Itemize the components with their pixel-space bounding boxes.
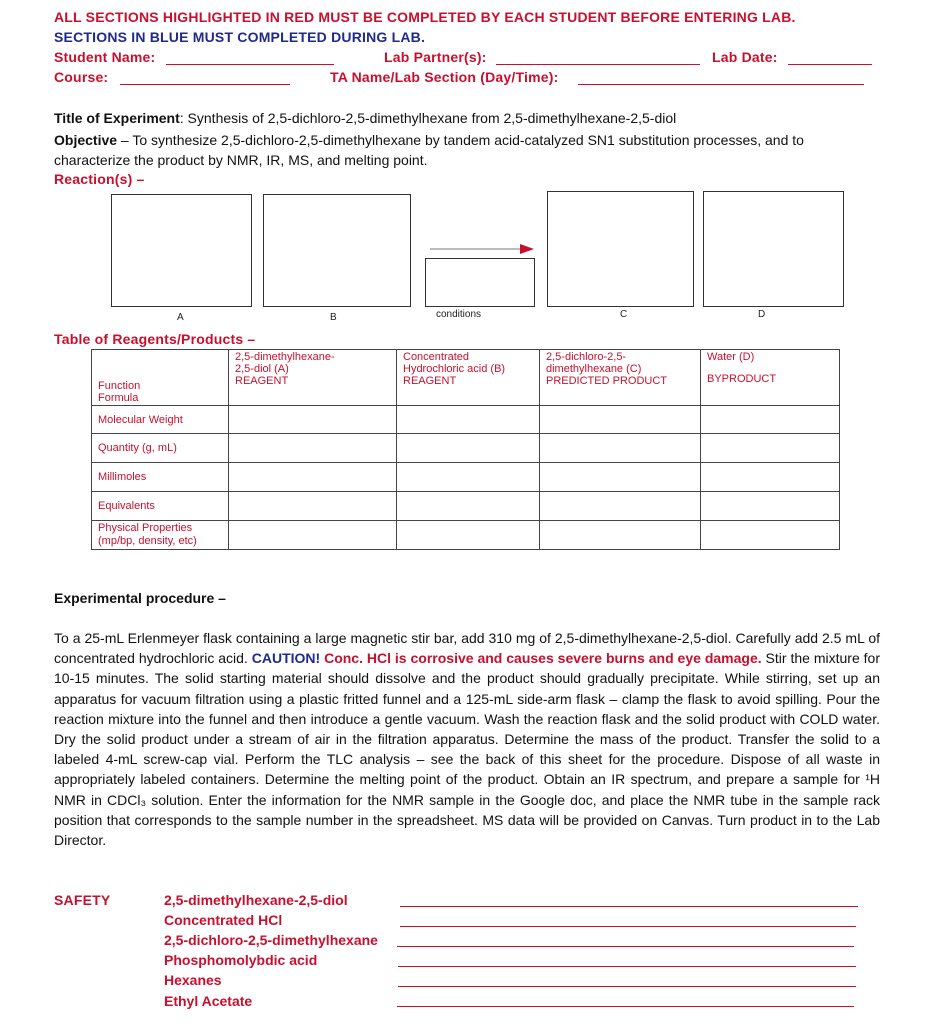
product-c-box[interactable]	[547, 191, 694, 307]
column-c-role: PREDICTED PRODUCT	[546, 375, 668, 387]
table-cell[interactable]	[397, 406, 540, 434]
table-cell[interactable]	[229, 463, 397, 492]
safety-item: Phosphomolybdic acid	[164, 952, 318, 968]
procedure-part-1: To a 25-mL Erlenmeyer flask containing a large magnetic stir bar, add 310 mg of 2,5-dimethylhexane-2,5-diol. Carefully add 2.5 mL of concentrated hydrochloric acid.	[54, 630, 880, 667]
table-cell[interactable]	[701, 492, 840, 521]
column-b-role: REAGENT	[403, 375, 457, 387]
lab-partner-field[interactable]	[496, 64, 700, 65]
table-row	[92, 521, 840, 550]
procedure-title: Experimental procedure –	[54, 590, 226, 606]
row-label-equivalents: Equivalents	[92, 492, 229, 521]
table-cell[interactable]	[540, 463, 701, 492]
procedure-part-2: Stir the mixture for 10-15 minutes. The solid starting material should dissolve and the product should gradually precipitate. While stirring, set up an apparatus for vacuum filtration using a plastic fritted funnel and a 125-mL side-arm flask – clamp the flask to avoid spilling. Pour the reaction mixture into the funnel and then introduce a gentle vacuum. Wash the reaction flask and the solid product with COLD water. Dry the solid product under a stream of air in the filtration apparatus. Determine the mass of the product. Transfer the solid to a labeled 4-mL screw-cap vial. Perform the TLC analysis – see the back of this sheet for the procedure. Dispose of all waste in appropriately labeled containers. Determine the melting point of the product. Obtain an IR spectrum, and prepare a sample for ¹H NMR in CDCl₃ solution. Enter the information for the NMR sample in the Google doc, and place the NMR tube in the sample rack position that corresponds to the sample number in the spreadsheet. MS data will be provided on Canvas. Turn product in to the Lab Director.	[54, 650, 880, 849]
safety-answer-line[interactable]	[397, 1006, 854, 1007]
ta-field[interactable]	[578, 84, 864, 85]
safety-item: 2,5-dimethylhexane-2,5-diol	[164, 892, 348, 908]
table-cell[interactable]	[229, 521, 397, 550]
table-cell[interactable]	[397, 463, 540, 492]
label-c: C	[620, 309, 628, 320]
student-name-label: Student Name:	[54, 49, 156, 65]
byproduct-d-box[interactable]	[703, 191, 844, 307]
title-label: Title of Experiment	[54, 110, 180, 126]
reactions-label: Reaction(s) –	[54, 171, 145, 187]
caution-word: CAUTION!	[251, 650, 321, 667]
title-value: : Synthesis of 2,5-dichloro-2,5-dimethylhexane from 2,5-dimethylhexane-2,5-diol	[179, 110, 677, 126]
row-label-physical-properties: Physical Properties (mp/bp, density, etc)	[92, 521, 229, 550]
safety-item: 2,5-dichloro-2,5-dimethylhexane	[164, 932, 378, 948]
table-cell[interactable]	[701, 463, 840, 492]
table-cell[interactable]	[540, 521, 701, 550]
reactant-a-box[interactable]	[111, 194, 252, 307]
objective	[54, 130, 880, 170]
row-label-millimoles: Millimoles	[92, 463, 229, 492]
label-conditions: conditions	[436, 309, 482, 320]
procedure-text	[54, 628, 880, 850]
row-label-function-formula: Function Formula	[92, 350, 229, 406]
column-b-name: Concentrated Hydrochloric acid (B)	[403, 351, 506, 375]
column-d-role: BYPRODUCT	[707, 373, 777, 385]
table-cell[interactable]	[540, 406, 701, 434]
table-cell[interactable]	[701, 406, 840, 434]
objective-value: – To synthesize 2,5-dichloro-2,5-dimethylhexane by tandem acid-catalyzed SN1 substitution processes, and to characterize the product by NMR, IR, MS, and melting point.	[54, 132, 804, 168]
reactant-b-box[interactable]	[263, 194, 411, 307]
column-b-header	[397, 350, 540, 406]
row-label-molecular-weight: Molecular Weight	[92, 406, 229, 434]
row-label-quantity: Quantity (g, mL)	[92, 434, 229, 463]
safety-item: Hexanes	[164, 972, 222, 988]
reaction-arrow-icon	[430, 242, 536, 256]
course-field[interactable]	[120, 84, 290, 85]
safety-item: Ethyl Acetate	[164, 993, 253, 1009]
table-cell[interactable]	[229, 492, 397, 521]
table-cell[interactable]	[701, 521, 840, 550]
objective-label: Objective	[54, 132, 118, 148]
column-a-header	[229, 350, 397, 406]
safety-answer-line[interactable]	[398, 986, 856, 987]
table-cell[interactable]	[397, 492, 540, 521]
safety-answer-line[interactable]	[397, 946, 854, 947]
column-c-header	[540, 350, 701, 406]
conditions-box[interactable]	[425, 258, 535, 307]
reagents-table	[91, 349, 840, 550]
safety-answer-line[interactable]	[400, 906, 858, 907]
table-cell[interactable]	[540, 434, 701, 463]
table-cell[interactable]	[229, 406, 397, 434]
safety-label: SAFETY	[54, 892, 111, 908]
safety-item: Concentrated HCl	[164, 912, 283, 928]
ta-label: TA Name/Lab Section (Day/Time):	[330, 69, 559, 85]
column-a-role: REAGENT	[235, 375, 289, 387]
table-cell[interactable]	[701, 434, 840, 463]
safety-answer-line[interactable]	[398, 966, 856, 967]
label-a: A	[177, 312, 184, 323]
blue-notice: SECTIONS IN BLUE MUST COMPLETED DURING LAB.	[54, 29, 426, 45]
table-title: Table of Reagents/Products –	[54, 331, 256, 347]
table-header-row	[92, 350, 840, 406]
table-cell[interactable]	[397, 521, 540, 550]
table-row	[92, 406, 840, 434]
safety-answer-line[interactable]	[400, 926, 856, 927]
student-name-field[interactable]	[166, 64, 334, 65]
table-cell[interactable]	[540, 492, 701, 521]
column-d-name: Water (D)	[707, 351, 755, 363]
lab-date-label: Lab Date:	[712, 49, 778, 65]
table-row	[92, 434, 840, 463]
column-d-header	[701, 350, 840, 406]
table-row	[92, 463, 840, 492]
experiment-title	[54, 110, 880, 126]
caution-text: Conc. HCl is corrosive and causes severe burns and eye damage.	[320, 650, 762, 667]
column-a-name: 2,5-dimethylhexane- 2,5-diol (A)	[235, 351, 335, 375]
lab-date-field[interactable]	[788, 64, 872, 65]
label-d: D	[758, 309, 766, 320]
course-label: Course:	[54, 69, 109, 85]
label-b: B	[330, 312, 337, 323]
table-cell[interactable]	[397, 434, 540, 463]
table-cell[interactable]	[229, 434, 397, 463]
table-row	[92, 492, 840, 521]
lab-partner-label: Lab Partner(s):	[384, 49, 487, 65]
column-c-name: 2,5-dichloro-2,5- dimethylhexane (C)	[546, 351, 642, 375]
red-notice: ALL SECTIONS HIGHLIGHTED IN RED MUST BE COMPLETED BY EACH STUDENT BEFORE ENTERING LAB.	[54, 9, 796, 25]
